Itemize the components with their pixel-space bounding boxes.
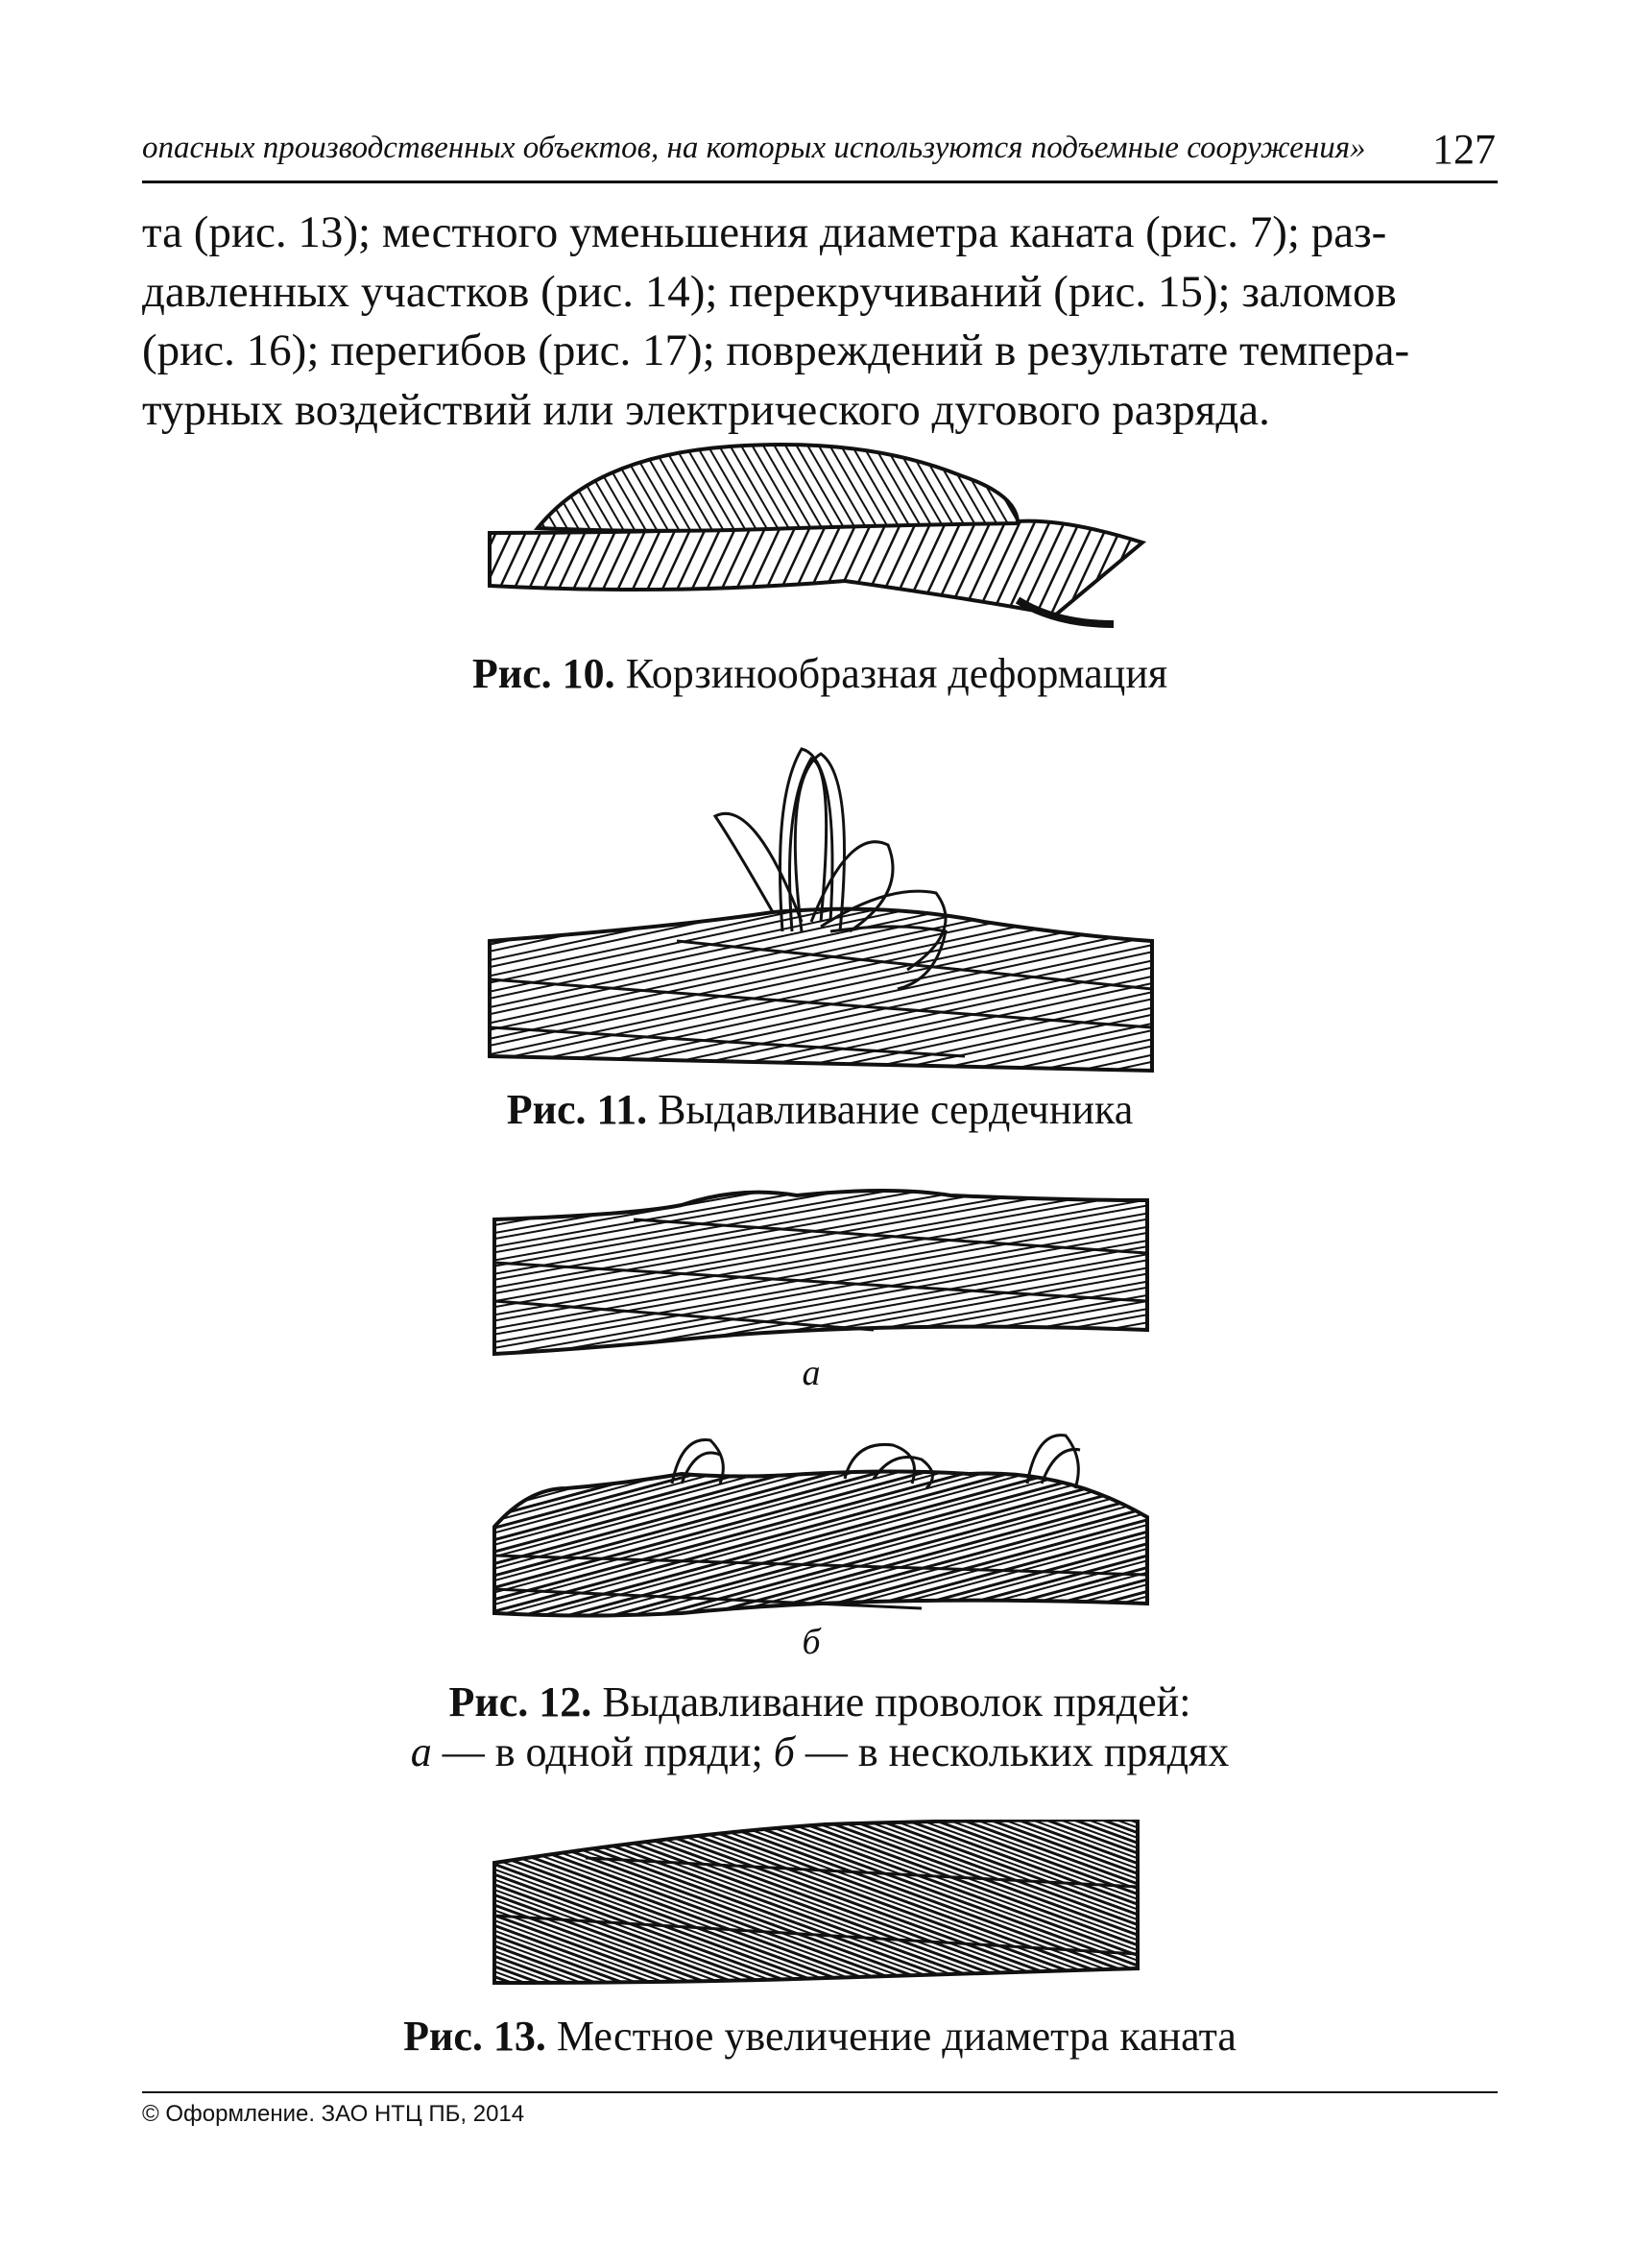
figure-10-title: Корзинообразная деформация (625, 650, 1168, 697)
body-line: давленных участков (рис. 14); перекручиваний (рис. 15); заломов (142, 266, 1397, 317)
figure-11-number: Рис. 11. (506, 1086, 648, 1133)
figure-12-caption-b: б (773, 1728, 795, 1775)
footer-copyright: © Оформление. ЗАО НТЦ ПБ, 2014 (142, 2101, 525, 2127)
figure-13-title: Местное увеличение диаметра каната (556, 2013, 1237, 2060)
header-divider (142, 181, 1498, 183)
figure-13-number: Рис. 13. (403, 2013, 546, 2060)
figure-10-number: Рис. 10. (471, 650, 615, 697)
figure-12a-label: а (802, 1353, 821, 1393)
figure-10-rope-illustration (480, 437, 1152, 629)
figure-11-rope-illustration (485, 739, 1157, 1075)
figure-12b-rope-illustration (490, 1431, 1152, 1623)
figure-10-caption (142, 649, 1498, 698)
body-line: та (рис. 13); местного уменьшения диаметра каната (рис. 7); раз- (142, 207, 1387, 257)
figure-12-number: Рис. 12. (448, 1678, 592, 1725)
body-line: (рис. 16); перегибов (рис. 17); повреждений в результате темпера- (142, 326, 1410, 375)
figure-12-caption-a-text: — в одной пряди; (431, 1728, 774, 1775)
running-head (142, 131, 1498, 166)
figure-13-rope-illustration (490, 1820, 1152, 1992)
figure-12-caption (142, 1677, 1498, 1777)
figure-12a-rope-illustration (490, 1176, 1152, 1359)
running-title: опасных производственных объектов, на которых используются подъемные сооружения» (142, 131, 1366, 165)
figure-12-caption-b-text: — в нескольких прядях (794, 1728, 1230, 1775)
body-paragraph (142, 204, 1498, 440)
figure-13-caption (142, 2012, 1498, 2061)
figure-12b-label: б (802, 1622, 821, 1662)
page-number: 127 (1432, 126, 1496, 173)
figure-12-title: Выдавливание проволок прядей: (602, 1678, 1191, 1725)
footer-divider (142, 2091, 1498, 2093)
figure-11-title: Выдавливание сердечника (658, 1086, 1134, 1133)
figure-11-caption (142, 1085, 1498, 1134)
body-line: турных воздействий или электрического дугового разряда. (142, 384, 1270, 435)
figure-12-caption-a: а (410, 1728, 432, 1775)
